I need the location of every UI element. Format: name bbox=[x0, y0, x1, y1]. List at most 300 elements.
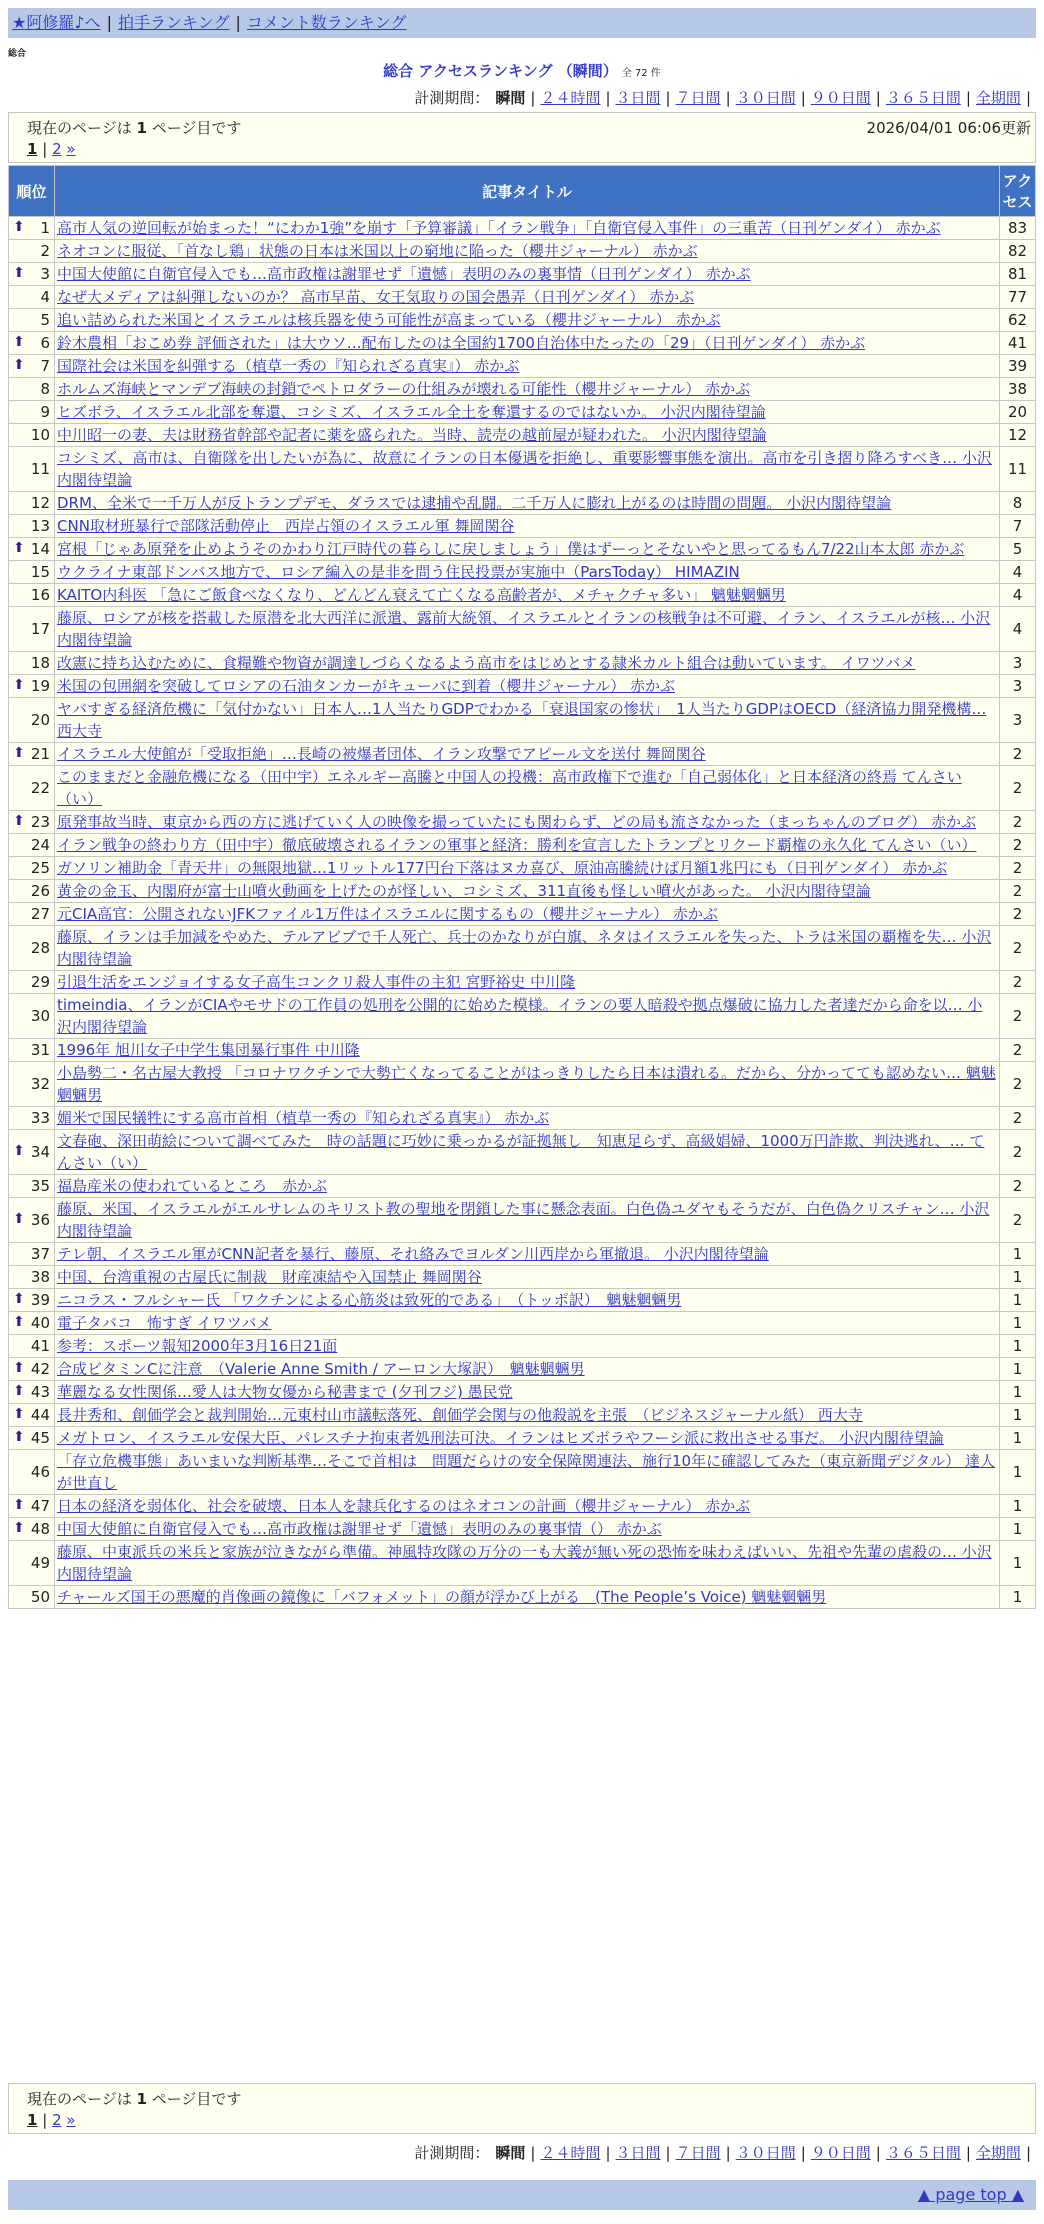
rank-cell bbox=[9, 1381, 55, 1404]
table-row bbox=[9, 1358, 1036, 1381]
article-title-link[interactable]: 宮根「じゃあ原発を止めようそのかわり江戸時代の暮らしに戻しましょう」僕はずーっとそないやと思ってるもん7/22山本太郎 赤かぶ bbox=[57, 540, 965, 558]
period-link[interactable]: ７日間 bbox=[675, 2144, 721, 2162]
rank-cell bbox=[9, 1289, 55, 1312]
table-row bbox=[9, 1107, 1036, 1130]
article-title-link[interactable]: 電子タバコ 怖すぎ イワツバメ bbox=[57, 1314, 272, 1332]
rank-number: 10 bbox=[30, 426, 50, 444]
rank-cell bbox=[9, 309, 55, 332]
access-count: 1 bbox=[1000, 1289, 1036, 1312]
rank-number: 9 bbox=[40, 403, 50, 421]
table-row bbox=[9, 355, 1036, 378]
access-count: 1 bbox=[1000, 1404, 1036, 1427]
article-title-link[interactable]: 黄金の金玉、内閣府が富士山噴火動画を上げたのが怪しい、コシミズ、311直後も怪しい噴火があった。 小沢内閣待望論 bbox=[57, 882, 871, 900]
rank-number: 39 bbox=[30, 1291, 50, 1309]
rank-number: 20 bbox=[30, 711, 50, 729]
current-page-suffix: ページ目です bbox=[151, 2090, 242, 2108]
next-page-link[interactable]: » bbox=[66, 140, 76, 158]
table-row bbox=[9, 857, 1036, 880]
rank-number: 22 bbox=[30, 779, 50, 797]
article-title-link[interactable]: 長井秀和、創価学会と裁判開始…元東村山市議転落死、創価学会関与の他殺説を主張 （ビジネスジャーナル紙） 西大寺 bbox=[57, 1406, 863, 1424]
updated-timestamp: 2026/04/01 06:06更新 bbox=[866, 119, 1031, 137]
rank-number: 30 bbox=[30, 1007, 50, 1025]
rank-number: 35 bbox=[30, 1177, 50, 1195]
title-cell bbox=[55, 286, 1000, 309]
article-title-link[interactable]: イスラエル大使館が「受取拒絶」…長崎の被爆者団体、イラン攻撃でアピール文を送付 舞岡関谷 bbox=[57, 745, 706, 763]
article-title-link[interactable]: 中国大使館に自衛官侵入でも…高市政権は謝罪せず「遺憾」表明のみの裏事情（日刊ゲンダイ） 赤かぶ bbox=[57, 265, 751, 283]
title-cell bbox=[55, 1175, 1000, 1198]
access-count: 8 bbox=[1000, 492, 1036, 515]
page-title: 総合 アクセスランキング （瞬間） bbox=[383, 62, 618, 80]
rank-number: 40 bbox=[30, 1314, 50, 1332]
access-count: 2 bbox=[1000, 880, 1036, 903]
page-top-link[interactable]: ▲ page top ▲ bbox=[917, 2185, 1024, 2204]
period-link[interactable]: 全期間 bbox=[975, 89, 1021, 107]
title-cell bbox=[55, 1039, 1000, 1062]
table-row bbox=[9, 1243, 1036, 1266]
rank-number: 31 bbox=[30, 1041, 50, 1059]
rank-up-arrow-icon: ⬆ bbox=[13, 1406, 25, 1422]
rank-up-arrow-icon: ⬆ bbox=[13, 813, 25, 829]
table-row bbox=[9, 743, 1036, 766]
rank-cell bbox=[9, 424, 55, 447]
rank-number: 32 bbox=[30, 1075, 50, 1093]
page-1-current: 1 bbox=[27, 2111, 38, 2129]
access-count: 3 bbox=[1000, 698, 1036, 743]
access-count: 2 bbox=[1000, 1198, 1036, 1243]
access-count: 2 bbox=[1000, 1130, 1036, 1175]
article-title-link[interactable]: 日本の経済を弱体化、社会を破壊、日本人を隷兵化するのはネオコンの計画（櫻井ジャーナル） 赤かぶ bbox=[57, 1497, 751, 1515]
period-separator: | bbox=[800, 89, 806, 107]
article-title-link[interactable]: CNN取材班暴行で部隊活動停止 西岸占領のイスラエル軍 舞岡関谷 bbox=[57, 517, 515, 535]
period-link[interactable]: ３日間 bbox=[615, 2144, 661, 2162]
table-header-row bbox=[9, 166, 1036, 217]
title-cell bbox=[55, 1541, 1000, 1586]
rank-up-arrow-icon: ⬆ bbox=[13, 1314, 25, 1330]
rank-number: 13 bbox=[30, 517, 50, 535]
period-link[interactable]: ９０日間 bbox=[810, 2144, 871, 2162]
rank-cell bbox=[9, 355, 55, 378]
period-separator: | bbox=[665, 2144, 671, 2162]
period-link[interactable]: ７日間 bbox=[675, 89, 721, 107]
article-title-link[interactable]: 追い詰められた米国とイスラエルは核兵器を使う可能性が高まっている（櫻井ジャーナル） 赤かぶ bbox=[57, 311, 721, 329]
table-row bbox=[9, 1495, 1036, 1518]
period-label: 計測期間： bbox=[414, 2144, 490, 2162]
rank-up-arrow-icon: ⬆ bbox=[13, 219, 25, 235]
period-link[interactable]: ３日間 bbox=[615, 89, 661, 107]
rank-cell bbox=[9, 1130, 55, 1175]
rank-cell bbox=[9, 1586, 55, 1609]
table-row bbox=[9, 1450, 1036, 1495]
rank-number: 7 bbox=[40, 357, 50, 375]
period-separator: | bbox=[965, 89, 971, 107]
access-count: 1 bbox=[1000, 1335, 1036, 1358]
article-title-link[interactable]: 「存立危機事態」あいまいな判断基準…そこで首相は 問題だらけの安全保障関連法、施行10年に確認してみた（東京新聞デジタル） 達人が世直し bbox=[57, 1452, 995, 1492]
title-cell bbox=[55, 447, 1000, 492]
rank-number: 24 bbox=[30, 836, 50, 854]
article-title-link[interactable]: 高市人気の逆回転が始まった！“にわか1強”を崩す「予算審議」「イラン戦争」「自衛官侵入事件」の三重苦（日刊ゲンダイ） 赤かぶ bbox=[57, 219, 941, 237]
article-title-link[interactable]: 改憲に持ち込むために、食糧難や物資が調達しづらくなるよう高市をはじめとする隷米カルト組合は動いています。 イワツバメ bbox=[57, 654, 916, 672]
article-title-link[interactable]: 中国大使館に自衛官侵入でも…高市政権は謝罪せず「遺憾」表明のみの裏事情（） 赤かぶ bbox=[57, 1520, 662, 1538]
pager-top bbox=[8, 112, 1036, 163]
title-cell bbox=[55, 903, 1000, 926]
table-row bbox=[9, 561, 1036, 584]
rank-number: 12 bbox=[30, 494, 50, 512]
table-row bbox=[9, 834, 1036, 857]
category-label: 総合 bbox=[8, 49, 27, 59]
title-cell bbox=[55, 857, 1000, 880]
title-cell bbox=[55, 217, 1000, 240]
rank-number: 8 bbox=[40, 380, 50, 398]
period-selector-top bbox=[414, 87, 1036, 108]
table-row bbox=[9, 607, 1036, 652]
access-count: 4 bbox=[1000, 584, 1036, 607]
rank-number: 4 bbox=[40, 288, 50, 306]
rank-up-arrow-icon: ⬆ bbox=[13, 1383, 25, 1399]
access-count: 2 bbox=[1000, 766, 1036, 811]
ranking-headline bbox=[0, 60, 1044, 81]
period-separator: | bbox=[530, 2144, 536, 2162]
title-cell bbox=[55, 424, 1000, 447]
period-current: 瞬間 bbox=[495, 89, 526, 107]
next-page-link[interactable]: » bbox=[66, 2111, 76, 2129]
access-count: 2 bbox=[1000, 1039, 1036, 1062]
article-title-link[interactable]: 参考：スポーツ報知2000年3月16日21面 bbox=[57, 1337, 338, 1355]
title-cell bbox=[55, 1107, 1000, 1130]
article-title-link[interactable]: 原発事故当時、東京から西の方に逃げていく人の映像を撮っていたにも関わらず、どの局も流さなかった（まっちゃんのブログ） 赤かぶ bbox=[57, 813, 977, 831]
period-link[interactable]: ９０日間 bbox=[810, 89, 871, 107]
table-row bbox=[9, 1518, 1036, 1541]
access-count: 38 bbox=[1000, 378, 1036, 401]
article-title-link[interactable]: 華麗なる女性関係…愛人は大物女優から秘書まで (夕刊フジ) 愚民党 bbox=[57, 1383, 513, 1401]
article-title-link[interactable]: 小島勢二・名古屋大教授 「コロナワクチンで大勢亡くなってることがはっきりしたら日本は潰れる。だから、分かってても認めない… 魑魅魍魎男 bbox=[57, 1064, 996, 1104]
rank-cell bbox=[9, 1495, 55, 1518]
rank-cell bbox=[9, 607, 55, 652]
article-title-link[interactable]: 媚米で国民犠牲にする高市首相（植草一秀の『知られざる真実』） 赤かぶ bbox=[57, 1109, 550, 1127]
pager-bottom bbox=[8, 2083, 1036, 2134]
access-count: 1 bbox=[1000, 1518, 1036, 1541]
period-separator: | bbox=[605, 2144, 611, 2162]
article-title-link[interactable]: 藤原、ロシアが核を搭載した原潜を北大西洋に派遣、露前大統領、イスラエルとイランの核戦争は不可避、イラン、イスラエルが核… 小沢内閣待望論 bbox=[57, 609, 991, 649]
article-title-link[interactable]: 福島産米の使われているところ 赤かぶ bbox=[57, 1177, 328, 1195]
period-link[interactable]: ３０日間 bbox=[735, 89, 796, 107]
article-title-link[interactable]: 合成ビタミンCに注意 （Valerie Anne Smith / アーロン大塚訳） 魑魅魍魎男 bbox=[57, 1360, 585, 1378]
access-count: 2 bbox=[1000, 834, 1036, 857]
title-cell bbox=[55, 240, 1000, 263]
table-row bbox=[9, 1541, 1036, 1586]
period-separator: | bbox=[965, 2144, 971, 2162]
rank-number: 48 bbox=[30, 1520, 50, 1538]
period-link[interactable]: 全期間 bbox=[975, 2144, 1021, 2162]
title-cell bbox=[55, 607, 1000, 652]
top-navigation-bar bbox=[8, 8, 1036, 38]
rank-number: 36 bbox=[30, 1211, 50, 1229]
page-links bbox=[27, 140, 76, 158]
period-link[interactable]: ２４時間 bbox=[540, 2144, 601, 2162]
bottom-bar bbox=[8, 2180, 1036, 2210]
table-row bbox=[9, 971, 1036, 994]
access-count: 2 bbox=[1000, 971, 1036, 994]
rank-cell bbox=[9, 880, 55, 903]
rank-cell bbox=[9, 903, 55, 926]
rank-number: 43 bbox=[30, 1383, 50, 1401]
period-separator: | bbox=[800, 2144, 806, 2162]
rank-number: 29 bbox=[30, 973, 50, 991]
rank-cell bbox=[9, 743, 55, 766]
rank-up-arrow-icon: ⬆ bbox=[13, 265, 25, 281]
table-row bbox=[9, 926, 1036, 971]
title-cell bbox=[55, 1427, 1000, 1450]
rank-number: 34 bbox=[30, 1143, 50, 1161]
rank-up-arrow-icon: ⬆ bbox=[13, 677, 25, 693]
article-title-link[interactable]: このままだと金融危機になる（田中宇）エネルギー高騰と中国人の投機：高市政権下で進む「自己弱体化」と日本経済の終焉 てんさい（い） bbox=[57, 768, 962, 808]
current-page-prefix: 現在のページは bbox=[27, 119, 132, 137]
title-cell bbox=[55, 971, 1000, 994]
title-cell bbox=[55, 834, 1000, 857]
table-row bbox=[9, 698, 1036, 743]
title-cell bbox=[55, 561, 1000, 584]
table-row bbox=[9, 263, 1036, 286]
article-title-link[interactable]: ホルムズ海峡とマンデブ海峡の封鎖でペトロダラーの仕組みが壊れる可能性（櫻井ジャーナル） 赤かぶ bbox=[57, 380, 751, 398]
rank-up-arrow-icon: ⬆ bbox=[13, 1429, 25, 1445]
title-cell bbox=[55, 401, 1000, 424]
access-count: 83 bbox=[1000, 217, 1036, 240]
item-count: 全 72 件 bbox=[621, 68, 661, 79]
rank-cell bbox=[9, 857, 55, 880]
access-count: 20 bbox=[1000, 401, 1036, 424]
title-cell bbox=[55, 1062, 1000, 1107]
access-count: 1 bbox=[1000, 1266, 1036, 1289]
article-title-link[interactable]: 1996年 旭川女子中学生集団暴行事件 中川隆 bbox=[57, 1041, 360, 1059]
article-title-link[interactable]: KAITO内科医 「急にご飯食べなくなり、どんどん衰えて亡くなる高齢者が、メチャクチャ多い」 魑魅魍魎男 bbox=[57, 586, 786, 604]
rank-cell bbox=[9, 652, 55, 675]
title-cell bbox=[55, 263, 1000, 286]
rank-number: 41 bbox=[30, 1337, 50, 1355]
access-count: 1 bbox=[1000, 1312, 1036, 1335]
article-title-link[interactable]: timeindia、イランがCIAやモサドの工作員の処刑を公開的に始めた模様。イランの要人暗殺や拠点爆破に協力した者達だから命を以… 小沢内閣待望論 bbox=[57, 996, 983, 1036]
rank-cell bbox=[9, 1404, 55, 1427]
table-row bbox=[9, 1335, 1036, 1358]
rank-cell bbox=[9, 811, 55, 834]
article-title-link[interactable]: チャールズ国王の悪魔的肖像画の鏡像に「バフォメット」の顔が浮かび上がる (The People’s Voice) 魑魅魍魎男 bbox=[57, 1588, 827, 1606]
title-cell bbox=[55, 378, 1000, 401]
table-row bbox=[9, 675, 1036, 698]
title-cell bbox=[55, 492, 1000, 515]
access-count: 2 bbox=[1000, 1175, 1036, 1198]
rank-up-arrow-icon: ⬆ bbox=[13, 334, 25, 350]
title-cell bbox=[55, 309, 1000, 332]
rank-up-arrow-icon: ⬆ bbox=[13, 1143, 25, 1159]
article-title-link[interactable]: 藤原、米国、イスラエルがエルサレムのキリスト教の聖地を閉鎖した事に懸念表面。白色偽ユダヤもそうだが、白色偽クリスチャン… 小沢内閣待望論 bbox=[57, 1200, 990, 1240]
table-row bbox=[9, 1039, 1036, 1062]
period-link[interactable]: ３０日間 bbox=[735, 2144, 796, 2162]
period-link[interactable]: ３６５日間 bbox=[885, 2144, 961, 2162]
rank-number: 23 bbox=[30, 813, 50, 831]
rank-cell bbox=[9, 1541, 55, 1586]
article-title-link[interactable]: 元CIA高官：公開されないJFKファイル1万件はイスラエルに関するもの（櫻井ジャーナル） 赤かぶ bbox=[57, 905, 718, 923]
article-title-link[interactable]: テレ朝、イスラエル軍がCNN記者を暴行、藤原、それ絡みでヨルダン川西岸から軍撤退。 小沢内閣待望論 bbox=[57, 1245, 769, 1263]
article-title-link[interactable]: ヤバすぎる経済危機に「気付かない」日本人…1人当たりGDPでわかる「衰退国家の惨状」 1人当たりGDPはOECD（経済協力開発機構… 西大寺 bbox=[57, 700, 987, 740]
rank-cell bbox=[9, 1243, 55, 1266]
table-row bbox=[9, 1130, 1036, 1175]
rank-number: 26 bbox=[30, 882, 50, 900]
rank-number: 3 bbox=[40, 265, 50, 283]
period-link[interactable]: ２４時間 bbox=[540, 89, 601, 107]
access-count: 81 bbox=[1000, 263, 1036, 286]
period-separator: | bbox=[530, 89, 536, 107]
period-separator: | bbox=[1025, 2144, 1031, 2162]
table-row bbox=[9, 652, 1036, 675]
article-title-link[interactable]: 中国、台湾重視の古屋氏に制裁 財産凍結や入国禁止 舞岡関谷 bbox=[57, 1268, 482, 1286]
table-row bbox=[9, 1175, 1036, 1198]
article-title-link[interactable]: 国際社会は米国を糾弾する（植草一秀の『知られざる真実』） 赤かぶ bbox=[57, 357, 520, 375]
period-separator: | bbox=[605, 89, 611, 107]
col-access-header: アクセス bbox=[1000, 166, 1036, 217]
table-row bbox=[9, 401, 1036, 424]
title-cell bbox=[55, 766, 1000, 811]
article-title-link[interactable]: イラン戦争の終わり方（田中宇）徹底破壊されるイランの軍事と経済：勝利を宣言したトランプとリクード覇権の永久化 てんさい（い） bbox=[57, 836, 977, 854]
rank-cell bbox=[9, 971, 55, 994]
table-row bbox=[9, 1289, 1036, 1312]
rank-cell bbox=[9, 675, 55, 698]
article-title-link[interactable]: なぜ大メディアは糾弾しないのか？ 高市早苗、女王気取りの国会愚弄（日刊ゲンダイ） 赤かぶ bbox=[57, 288, 695, 306]
access-count: 7 bbox=[1000, 515, 1036, 538]
table-row bbox=[9, 584, 1036, 607]
table-row bbox=[9, 240, 1036, 263]
rank-number: 19 bbox=[30, 677, 50, 695]
title-cell bbox=[55, 675, 1000, 698]
rank-cell bbox=[9, 1175, 55, 1198]
table-row bbox=[9, 1312, 1036, 1335]
page-separator: | bbox=[42, 2111, 48, 2129]
article-title-link[interactable]: 文春砲、深田萌絵について調べてみた 時の話題に巧妙に乗っかるが証拠無し 知恵足らず、高級娼婦、1000万円詐欺、判決逃れ、… てんさい（い） bbox=[57, 1132, 985, 1172]
rank-cell bbox=[9, 217, 55, 240]
article-title-link[interactable]: ニコラス・フルシャー氏 「ワクチンによる心筋炎は致死的である」 （トッポ訳） 魑魅魍魎男 bbox=[57, 1291, 682, 1309]
article-title-link[interactable]: 中川昭一の妻、夫は財務省幹部や記者に薬を盛られた。当時、読売の越前屋が疑われた。 小沢内閣待望論 bbox=[57, 426, 767, 444]
rank-number: 37 bbox=[30, 1245, 50, 1263]
title-cell bbox=[55, 355, 1000, 378]
rank-cell bbox=[9, 834, 55, 857]
title-cell bbox=[55, 1495, 1000, 1518]
table-row bbox=[9, 309, 1036, 332]
access-count: 12 bbox=[1000, 424, 1036, 447]
page-2-link[interactable]: 2 bbox=[52, 2111, 62, 2129]
rank-up-arrow-icon: ⬆ bbox=[13, 1520, 25, 1536]
rank-cell bbox=[9, 1450, 55, 1495]
article-title-link[interactable]: ウクライナ東部ドンバス地方で、ロシア編入の是非を問う住民投票が実施中（ParsToday） HIMAZIN bbox=[57, 563, 740, 581]
page-links bbox=[27, 2111, 76, 2129]
rank-number: 1 bbox=[40, 219, 50, 237]
article-title-link[interactable]: メガトロン、イスラエル安保大臣、パレスチナ拘束者処刑法可決。イランはヒズボラやフーシ派に救出させる事だ。 小沢内閣待望論 bbox=[57, 1429, 944, 1447]
rank-cell bbox=[9, 766, 55, 811]
table-row bbox=[9, 217, 1036, 240]
access-count: 62 bbox=[1000, 309, 1036, 332]
article-title-link[interactable]: 藤原、中東派兵の米兵と家族が泣きながら準備。神風特攻隊の万分の一も大義が無い死の恐怖を味わえばいい、先祖や先輩の虐殺の… 小沢内閣待望論 bbox=[57, 1543, 992, 1583]
rank-cell bbox=[9, 515, 55, 538]
rank-number: 27 bbox=[30, 905, 50, 923]
rank-cell bbox=[9, 994, 55, 1039]
access-count: 3 bbox=[1000, 652, 1036, 675]
article-title-link[interactable]: DRM、全米で一千万人が反トランプデモ、ダラスでは逮捕や乱闘。二千万人に膨れ上がるのは時間の問題。 小沢内閣待望論 bbox=[57, 494, 892, 512]
title-cell bbox=[55, 1130, 1000, 1175]
table-row bbox=[9, 1266, 1036, 1289]
period-separator: | bbox=[875, 89, 881, 107]
article-title-link[interactable]: ガソリン補助金「青天井」の無限地獄…1リットル177円台下落はヌカ喜び、原油高騰続けば月額1兆円にも（日刊ゲンダイ） 赤かぶ bbox=[57, 859, 948, 877]
rank-up-arrow-icon: ⬆ bbox=[13, 745, 25, 761]
rank-cell bbox=[9, 1427, 55, 1450]
title-cell bbox=[55, 1381, 1000, 1404]
period-separator: | bbox=[665, 89, 671, 107]
title-cell bbox=[55, 1266, 1000, 1289]
table-row bbox=[9, 538, 1036, 561]
rank-cell bbox=[9, 401, 55, 424]
title-cell bbox=[55, 698, 1000, 743]
rank-number: 47 bbox=[30, 1497, 50, 1515]
period-separator: | bbox=[1025, 89, 1031, 107]
article-title-link[interactable]: コシミズ、高市は、自衛隊を出したいが為に、故意にイランの日本優遇を拒絶し、重要影響事態を演出。高市を引き摺り降ろすべき… 小沢内閣待望論 bbox=[57, 449, 992, 489]
period-label: 計測期間： bbox=[414, 89, 490, 107]
clap-ranking-link[interactable]: 拍手ランキング bbox=[117, 13, 230, 32]
access-count: 2 bbox=[1000, 743, 1036, 766]
article-title-link[interactable]: ネオコンに服従、「首なし鶏」状態の日本は米国以上の窮地に陥った（櫻井ジャーナル） 赤かぶ bbox=[57, 242, 698, 260]
rank-number: 33 bbox=[30, 1109, 50, 1127]
access-count: 2 bbox=[1000, 1062, 1036, 1107]
title-cell bbox=[55, 1586, 1000, 1609]
rank-cell bbox=[9, 926, 55, 971]
rank-cell bbox=[9, 1266, 55, 1289]
title-cell bbox=[55, 1289, 1000, 1312]
period-link[interactable]: ３６５日間 bbox=[885, 89, 961, 107]
table-row bbox=[9, 811, 1036, 834]
rank-number: 38 bbox=[30, 1268, 50, 1286]
rank-cell bbox=[9, 1312, 55, 1335]
period-current: 瞬間 bbox=[495, 2144, 526, 2162]
article-title-link[interactable]: 引退生活をエンジョイする女子高生コンクリ殺人事件の主犯 宮野裕史 中川隆 bbox=[57, 973, 576, 991]
table-row bbox=[9, 1062, 1036, 1107]
comment-ranking-link[interactable]: コメント数ランキング bbox=[246, 13, 407, 32]
title-cell bbox=[55, 1243, 1000, 1266]
table-row bbox=[9, 378, 1036, 401]
home-link[interactable]: ★阿修羅♪へ bbox=[12, 13, 101, 32]
current-page-number: 1 bbox=[136, 2090, 147, 2108]
rank-cell bbox=[9, 263, 55, 286]
table-row bbox=[9, 286, 1036, 309]
article-title-link[interactable]: 鈴木農相「おこめ券 評価された」は大ウソ…配布したのは全国約1700自治体中たったの「29」（日刊ゲンダイ） 赤かぶ bbox=[57, 334, 866, 352]
current-page-text bbox=[27, 2088, 241, 2109]
title-cell bbox=[55, 926, 1000, 971]
period-separator: | bbox=[875, 2144, 881, 2162]
rank-cell bbox=[9, 1062, 55, 1107]
rank-cell bbox=[9, 698, 55, 743]
table-row bbox=[9, 1586, 1036, 1609]
title-cell bbox=[55, 332, 1000, 355]
article-title-link[interactable]: 米国の包囲網を突破してロシアの石油タンカーがキューバに到着（櫻井ジャーナル） 赤かぶ bbox=[57, 677, 675, 695]
rank-up-arrow-icon: ⬆ bbox=[13, 1360, 25, 1376]
rank-number: 16 bbox=[30, 586, 50, 604]
rank-cell bbox=[9, 1358, 55, 1381]
rank-number: 5 bbox=[40, 311, 50, 329]
title-cell bbox=[55, 515, 1000, 538]
period-selector-bottom bbox=[414, 2142, 1036, 2163]
article-title-link[interactable]: ヒズボラ、イスラエル北部を奪還、コシミズ、イスラエル全土を奪還するのではないか。 小沢内閣待望論 bbox=[57, 403, 766, 421]
table-row bbox=[9, 492, 1036, 515]
page-2-link[interactable]: 2 bbox=[52, 140, 62, 158]
article-title-link[interactable]: 藤原、イランは手加減をやめた、テルアビブで千人死亡、兵士のかなりが白旗、ネタはイスラエルを失った、トラは米国の覇権を失… 小沢内閣待望論 bbox=[57, 928, 992, 968]
access-count: 82 bbox=[1000, 240, 1036, 263]
rank-cell bbox=[9, 584, 55, 607]
rank-cell bbox=[9, 1039, 55, 1062]
rank-up-arrow-icon: ⬆ bbox=[13, 1291, 25, 1307]
access-count: 1 bbox=[1000, 1541, 1036, 1586]
